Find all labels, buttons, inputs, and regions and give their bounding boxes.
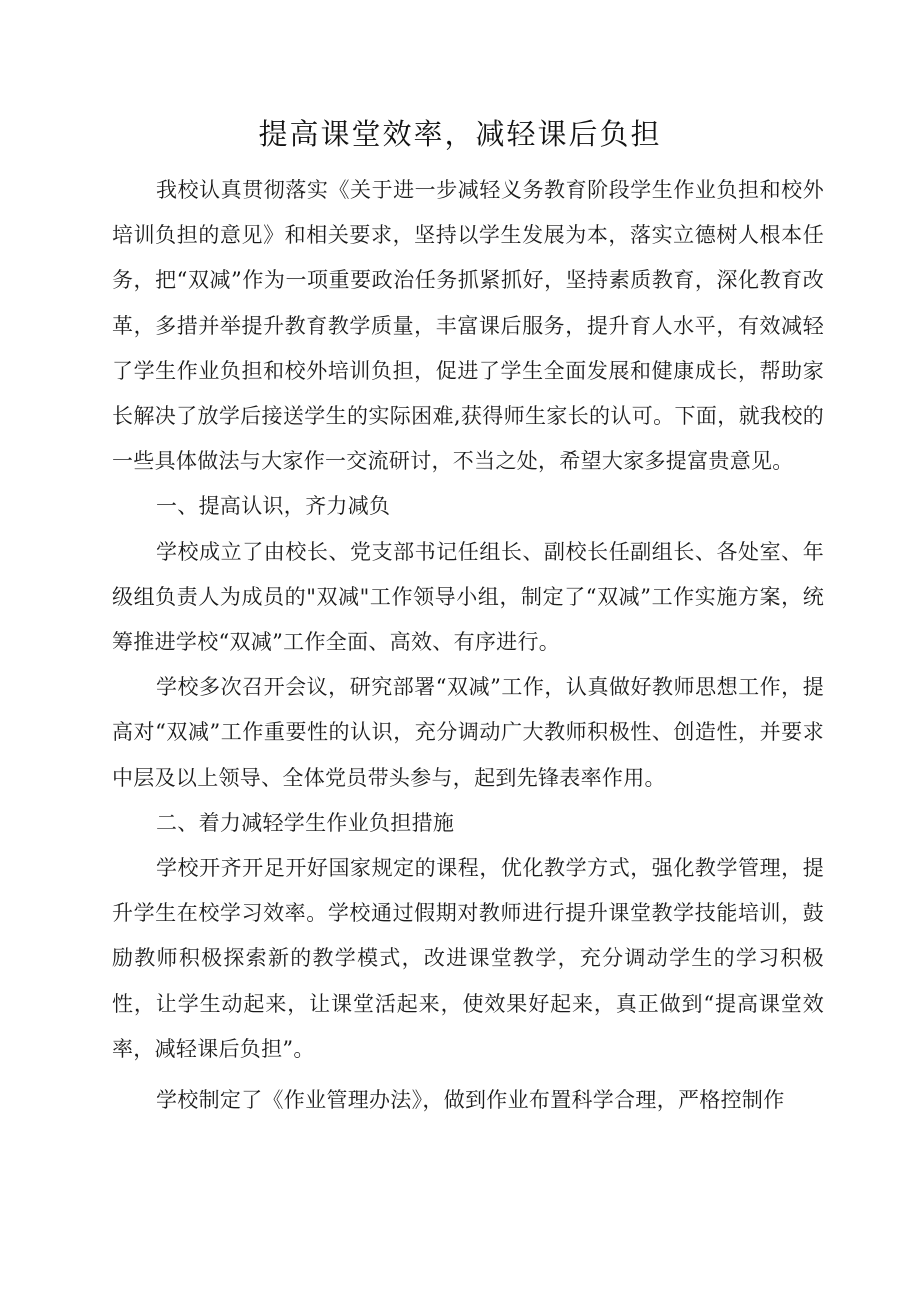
section-2-paragraph-1: 学校开齐开足开好国家规定的课程，优化教学方式，强化教学管理，提升学生在校学习效率。学校通过假期对教师进行提升课堂教学技能培训，鼓励教师积极探索新的教学模式，改进课堂教学，充分调动学生的学习积极性，让学生动起来，让课堂活起来，使效果好起来，真正做到“提高课堂效率，减轻课后负担”。 (112, 856, 824, 1061)
section-1-paragraph-1: 学校成立了由校长、党支部书记任组长、副校长任副组长、各处室、年级组负责人为成员的"双减"工作领导小组，制定了“双减”工作实施方案，统筹推进学校“双减”工作全面、高效、有序进行。 (112, 539, 824, 655)
section-1-paragraph-2: 学校多次召开会议，研究部署“双减”工作，认真做好教师思想工作，提高对“双减”工作重要性的认识，充分调动广大教师积极性、创造性，并要求中层及以上领导、全体党员带头参与，起到先锋表率作用。 (112, 675, 824, 790)
section-2-paragraph-2: 学校制定了《作业管理办法》，做到作业布置科学合理，严格控制作 (156, 1088, 785, 1113)
intro-paragraph: 我校认真贯彻落实《关于进一步减轻义务教育阶段学生作业负担和校外培训负担的意见》和相关要求，坚持以学生发展为本，落实立德树人根本任务，把“双减”作为一项重要政治任务抓紧抓好，坚持素质教育，深化教育改革，多措并举提升教育教学质量，丰富课后服务，提升育人水平，有效减轻了学生作业负担和校外培训负担，促进了学生全面发展和健康成长，帮助家长解决了放学后接送学生的实际困难,获得师生家长的认可。下面，就我校的一些具体做法与大家作一交流研讨，不当之处，希望大家多提富贵意见。 (112, 178, 824, 474)
document-title: 提高课堂效率，减轻课后负担 (258, 117, 662, 151)
document-body (112, 168, 824, 1123)
section-1-heading: 一、提高认识，齐力减负 (156, 494, 391, 519)
section-2-heading: 二、着力减轻学生作业负担措施 (156, 810, 455, 835)
